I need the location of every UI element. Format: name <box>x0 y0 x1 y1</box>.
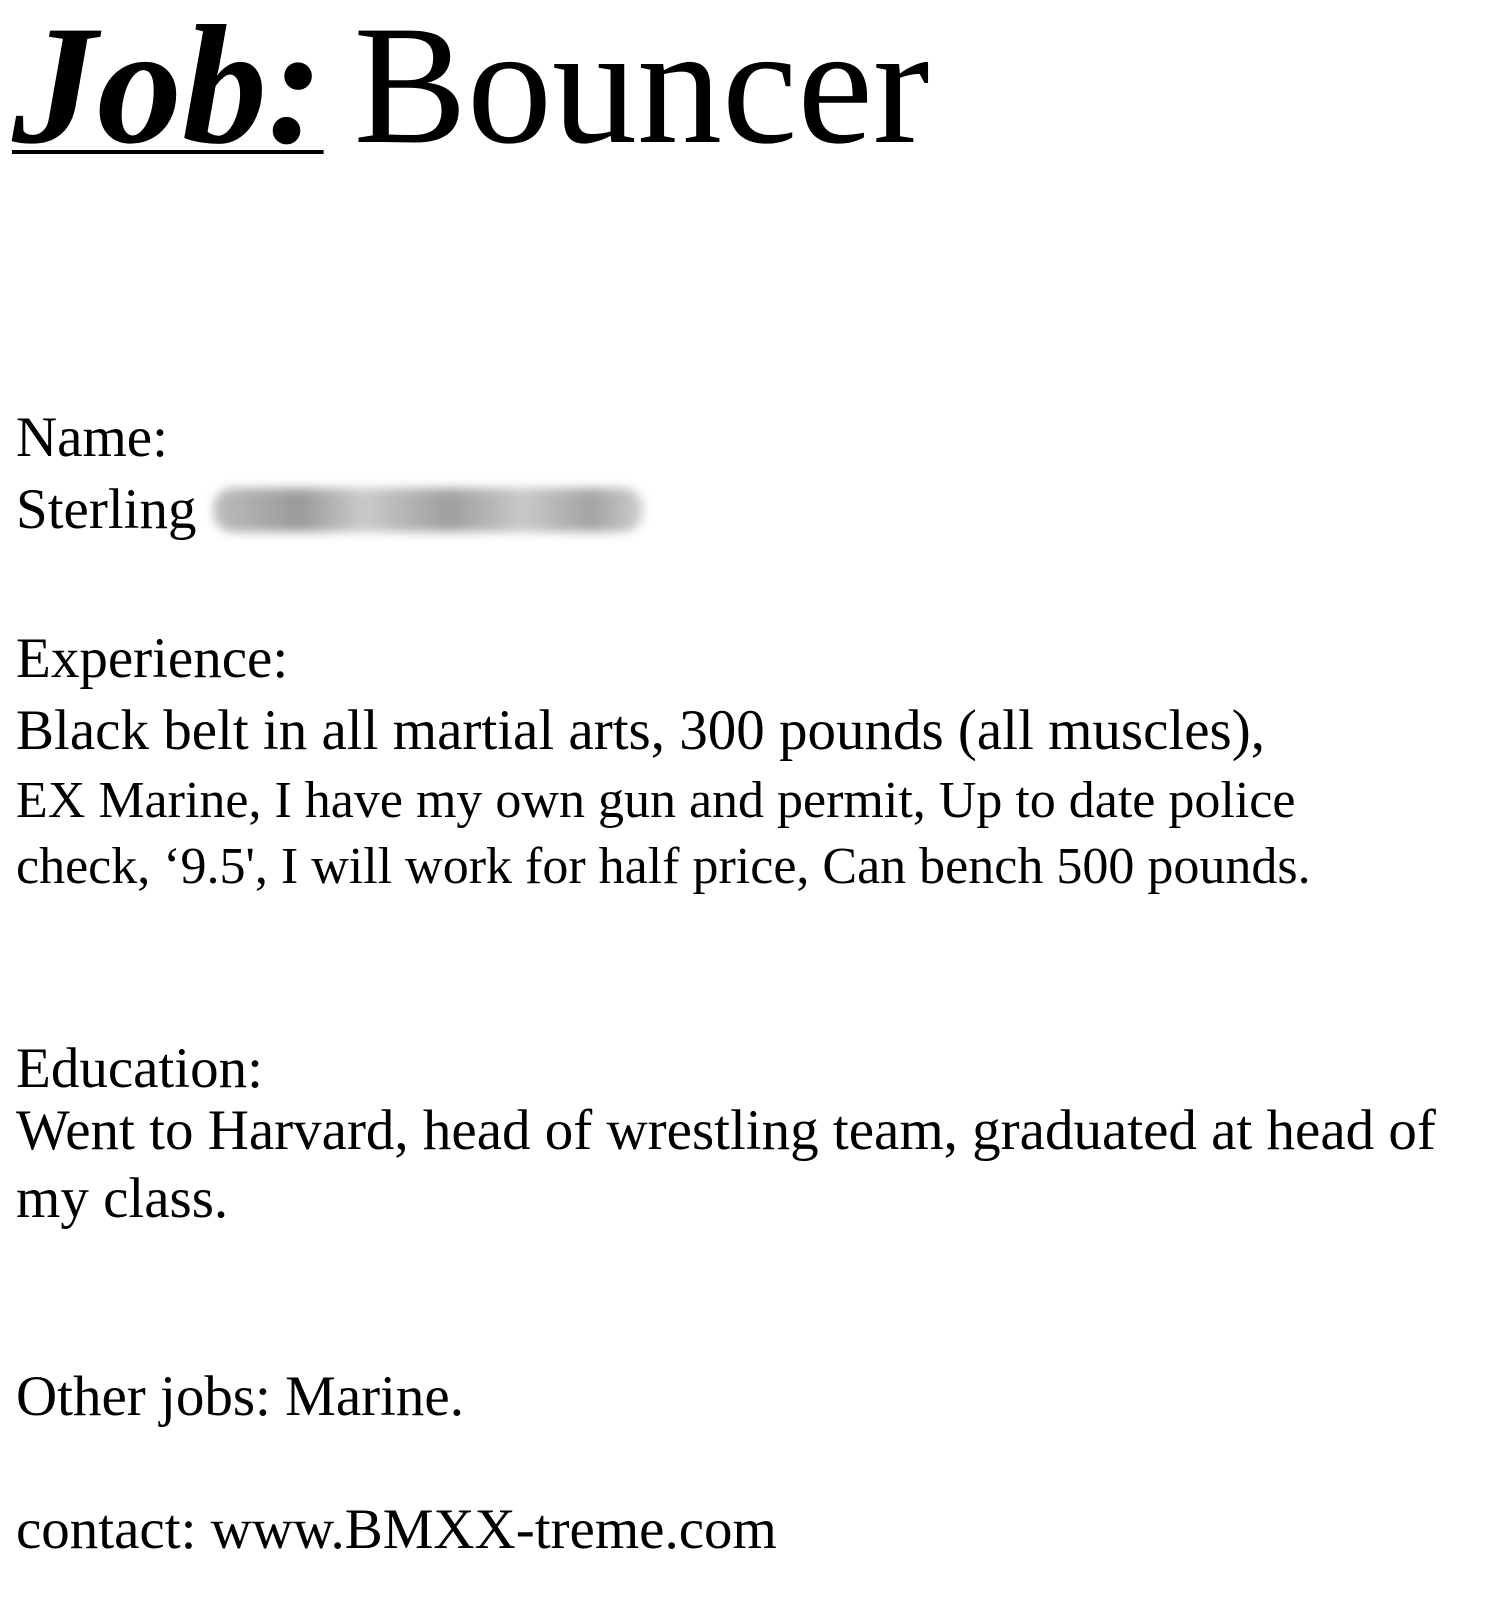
experience-label: Experience: <box>16 627 289 690</box>
experience-line-2: EX Marine, I have my own gun and permit, Up to date police <box>16 772 1296 829</box>
name-value <box>16 477 643 543</box>
job-title-label: Job: <box>12 0 324 179</box>
first-name: Sterling <box>16 478 197 541</box>
other-jobs: Other jobs: Marine. <box>16 1365 464 1428</box>
education-label: Education: <box>16 1037 263 1100</box>
experience-line-3: check, ‘9.5', I will work for half price, Can bench 500 pounds. <box>16 838 1311 895</box>
job-title-value: Bouncer <box>353 0 930 179</box>
redacted-surname-blur <box>213 488 643 532</box>
education-line-1: Went to Harvard, head of wrestling team, graduated at head of <box>16 1099 1436 1162</box>
name-label: Name: <box>16 406 168 469</box>
contact-line: contact: www.BMXX-treme.com <box>16 1498 777 1561</box>
education-line-2: my class. <box>16 1167 229 1230</box>
job-title <box>12 0 930 179</box>
experience-line-1: Black belt in all martial arts, 300 pounds (all muscles), <box>16 699 1265 762</box>
